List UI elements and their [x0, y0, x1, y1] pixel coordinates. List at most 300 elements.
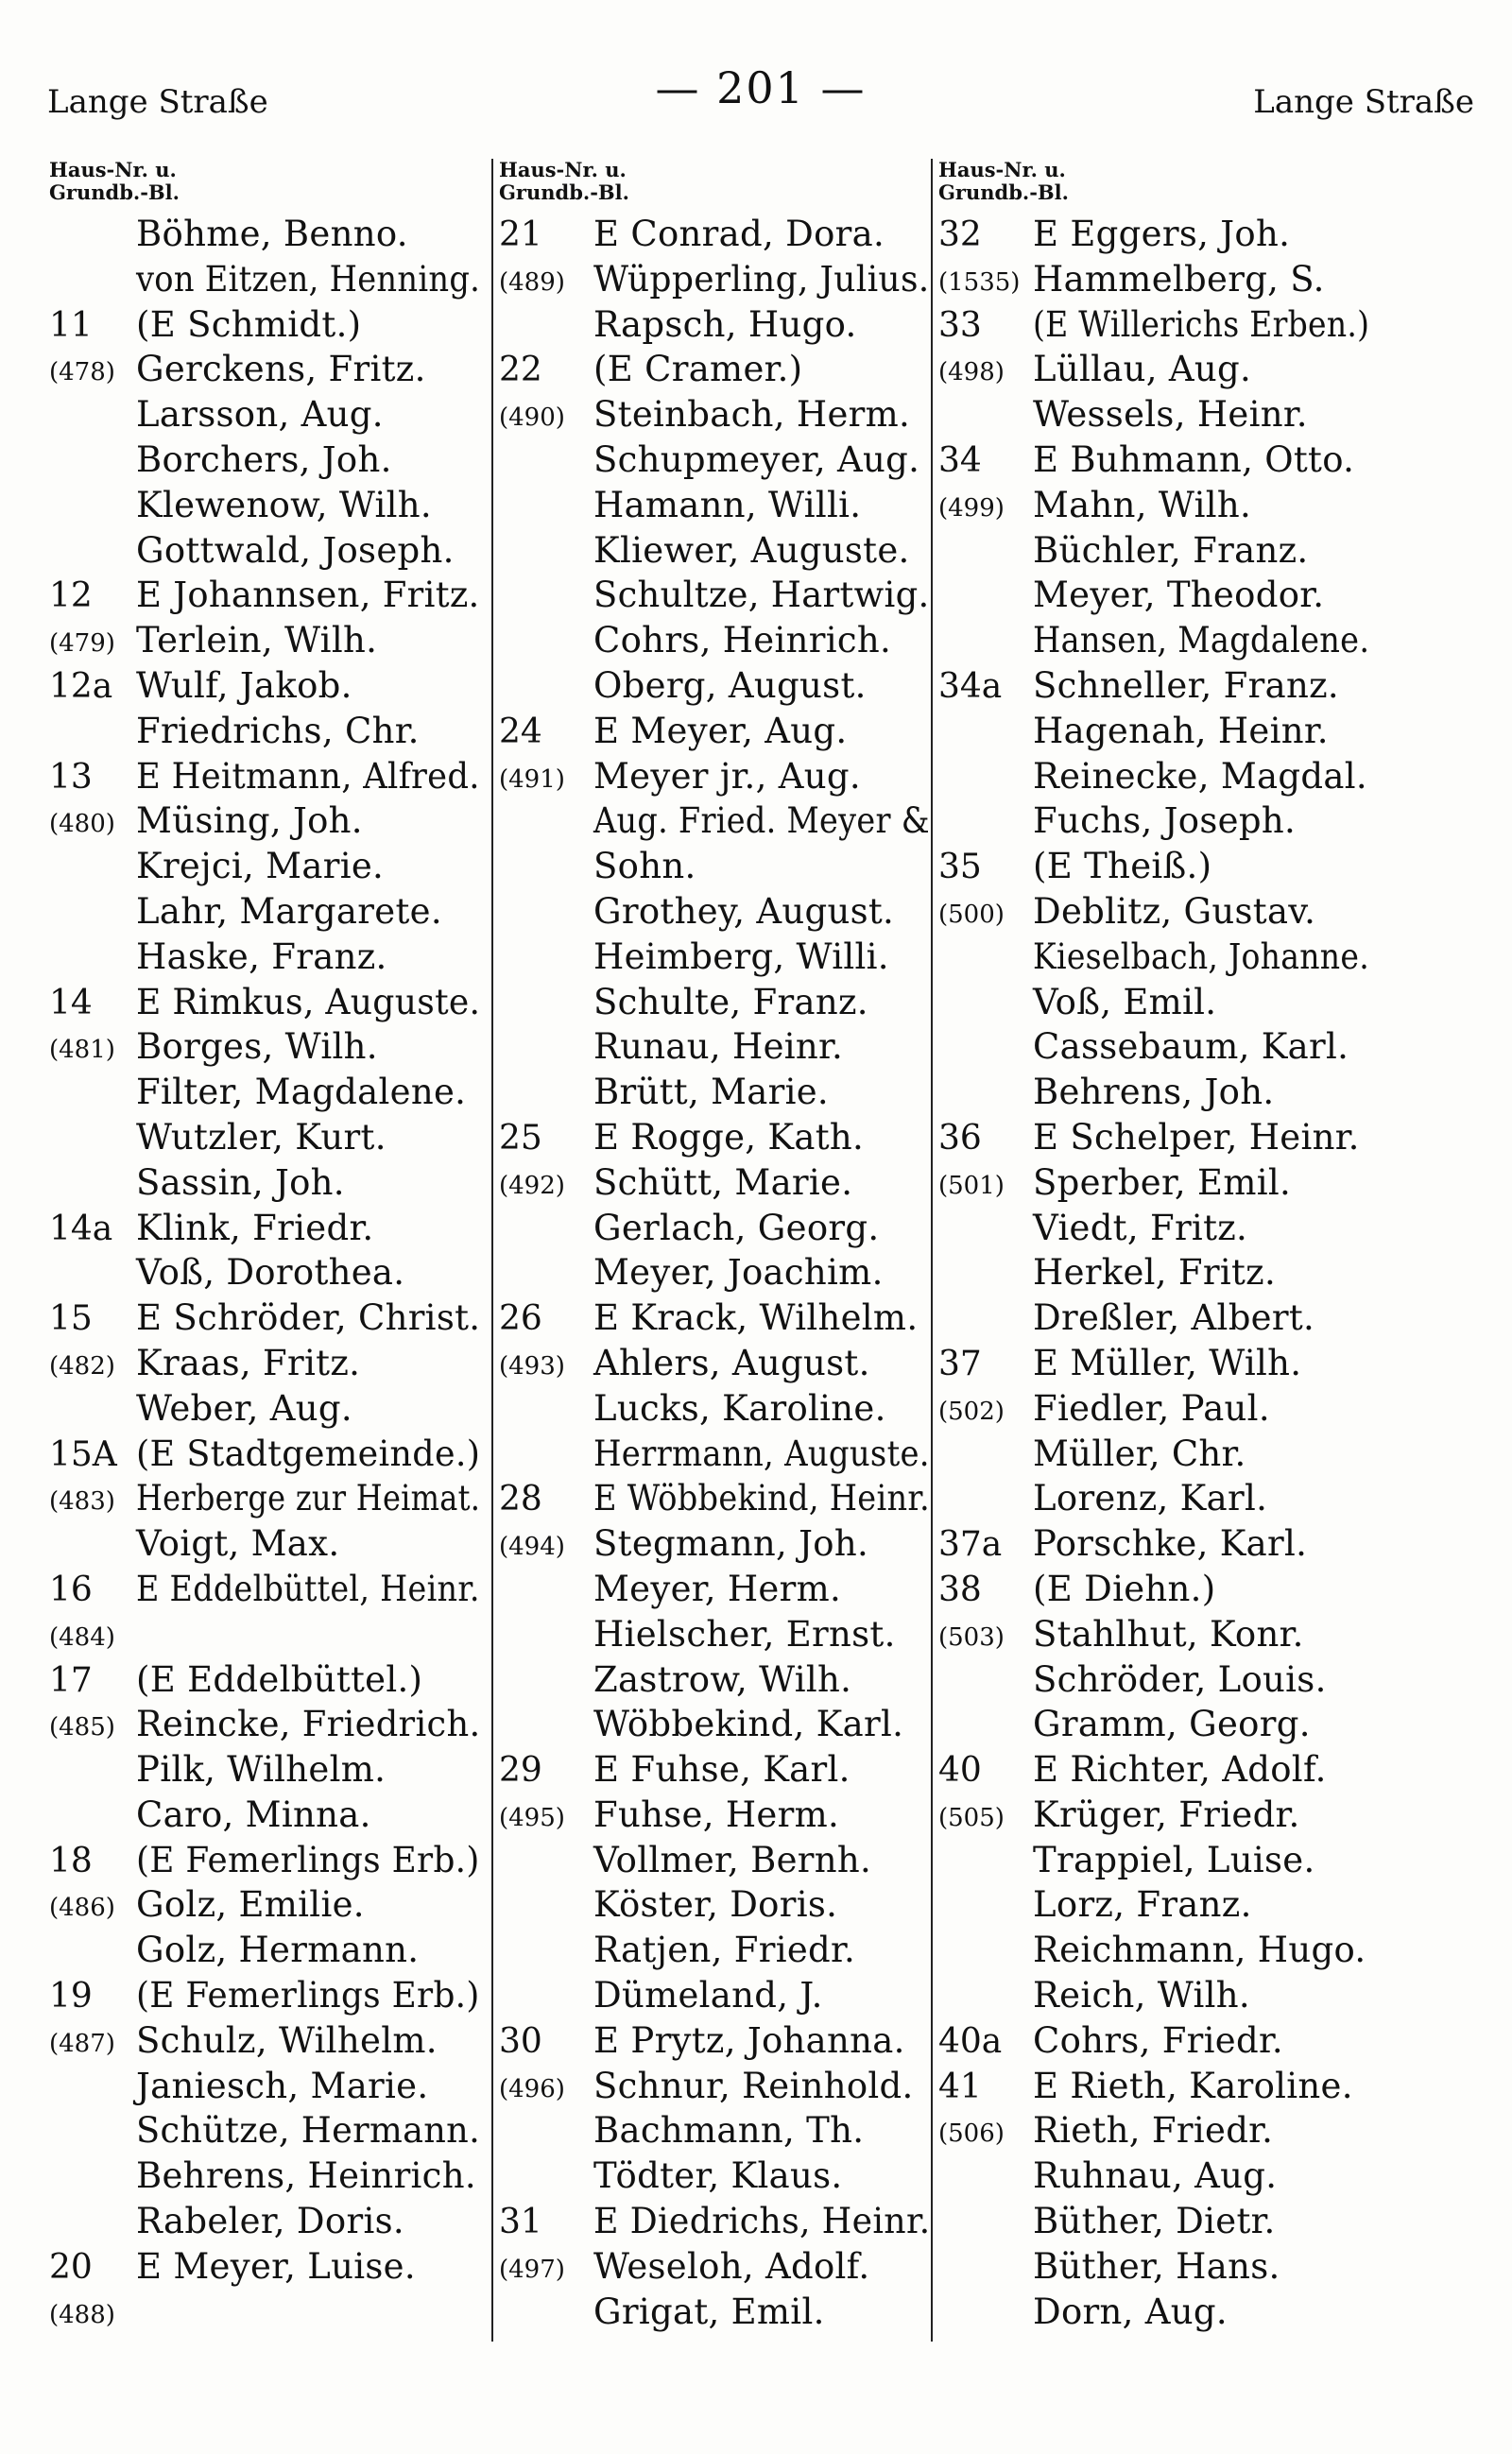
- resident-name: Brütt, Marie.: [593, 1072, 829, 1113]
- directory-entry: [938, 2244, 1373, 2290]
- directory-entry: [499, 2290, 934, 2335]
- house-number: 21: [499, 215, 542, 254]
- house-number: 24: [499, 712, 542, 751]
- directory-entry: [938, 2154, 1373, 2199]
- resident-name: (E Diehn.): [1033, 1568, 1216, 1609]
- directory-entry: [938, 1250, 1373, 1296]
- resident-name: Büchler, Franz.: [1033, 529, 1309, 571]
- resident-name: Fuhse, Herm.: [593, 1793, 840, 1835]
- house-number: 40a: [938, 2021, 1003, 2061]
- resident-name: (E Eddelbüttel.): [136, 1658, 423, 1700]
- resident-name: Sohn.: [593, 846, 696, 887]
- directory-entry: [499, 1567, 934, 1612]
- resident-name: Fiedler, Paul.: [1033, 1387, 1270, 1429]
- directory-entry: [49, 1160, 484, 1206]
- resident-name: E Schröder, Christ.: [136, 1297, 481, 1339]
- directory-entry: [499, 1612, 934, 1657]
- land-register-number: (486): [49, 1894, 115, 1923]
- directory-entry: [49, 709, 484, 754]
- directory-entry: [49, 1838, 484, 1883]
- resident-name: Tödter, Klaus.: [593, 2155, 843, 2197]
- resident-name: Stegmann, Joh.: [593, 1523, 869, 1565]
- house-number: 15A: [49, 1434, 117, 1474]
- resident-name: Trappiel, Luise.: [1033, 1839, 1315, 1880]
- directory-entry: [499, 2244, 934, 2290]
- house-number: 26: [499, 1299, 542, 1339]
- resident-name: E Fuhse, Karl.: [593, 1749, 850, 1791]
- directory-entry: [499, 347, 934, 392]
- resident-name: E Buhmann, Otto.: [1033, 438, 1355, 480]
- directory-entry: [49, 392, 484, 438]
- resident-name: (E Femerlings Erb.): [136, 1975, 480, 2016]
- resident-name: Kliewer, Auguste.: [593, 529, 910, 571]
- directory-entry: [938, 709, 1373, 754]
- resident-name: Köster, Doris.: [593, 1884, 838, 1926]
- resident-name: Gottwald, Joseph.: [136, 529, 455, 571]
- directory-entry: [499, 1206, 934, 1251]
- directory-entry: [49, 1476, 484, 1521]
- resident-name: Haske, Franz.: [136, 935, 387, 977]
- directory-entry: [49, 1432, 484, 1477]
- directory-entry: [938, 1024, 1373, 1070]
- directory-entry: [938, 483, 1373, 528]
- directory-entry: [49, 1024, 484, 1070]
- resident-name: Runau, Heinr.: [593, 1026, 844, 1068]
- column-heading-land-register: Grundb.-Bl.: [499, 180, 629, 204]
- land-register-number: (501): [938, 1171, 1005, 1200]
- resident-name: Ahlers, August.: [593, 1342, 870, 1383]
- land-register-number: (499): [938, 493, 1005, 523]
- house-number: 11: [49, 305, 93, 345]
- resident-name: Sperber, Emil.: [1033, 1161, 1292, 1203]
- resident-name: Schröder, Louis.: [1033, 1658, 1327, 1700]
- house-number: 31: [499, 2203, 542, 2242]
- directory-entry: [938, 347, 1373, 392]
- directory-entry: [49, 980, 484, 1025]
- land-register-number: (498): [938, 358, 1005, 387]
- house-number: 12a: [49, 666, 113, 706]
- directory-entry: [499, 2018, 934, 2064]
- house-number: 36: [938, 1118, 982, 1158]
- column-heading: [938, 159, 1373, 212]
- resident-name: Meyer, Joachim.: [593, 1252, 884, 1294]
- directory-entry: [938, 844, 1373, 889]
- directory-entry: [938, 1070, 1373, 1115]
- resident-name: Mahn, Wilh.: [1033, 484, 1252, 525]
- directory-entry: [49, 212, 484, 257]
- land-register-number: (494): [499, 1533, 565, 1562]
- directory-entry: [49, 754, 484, 799]
- resident-name: Sassin, Joh.: [136, 1161, 345, 1203]
- directory-entry: [499, 528, 934, 574]
- resident-name: Reich, Wilh.: [1033, 1975, 1250, 2016]
- resident-name: Aug. Fried. Meyer &: [593, 800, 930, 842]
- resident-name: E Meyer, Luise.: [136, 2245, 416, 2287]
- directory-entry: [938, 754, 1373, 799]
- resident-name: Wüpperling, Julius.: [593, 258, 930, 300]
- directory-entry: [49, 483, 484, 528]
- directory-entry: [499, 1882, 934, 1928]
- resident-name: Klewenow, Wilh.: [136, 484, 432, 525]
- directory-entry: [49, 1702, 484, 1747]
- house-number: 30: [499, 2021, 542, 2061]
- resident-name: (E Willerichs Erben.): [1033, 303, 1370, 345]
- directory-entry: [499, 1341, 934, 1386]
- resident-name: Gramm, Georg.: [1033, 1704, 1311, 1745]
- directory-entry: [49, 528, 484, 574]
- house-number: 40: [938, 1751, 982, 1791]
- directory-entry: [938, 1612, 1373, 1657]
- resident-name: Wulf, Jakob.: [136, 664, 352, 706]
- land-register-number: (487): [49, 2029, 115, 2058]
- house-number: 34: [938, 440, 982, 480]
- house-number: 18: [49, 1841, 93, 1880]
- column-heading-house-no: Haus-Nr. u.: [49, 158, 177, 181]
- house-number: 14: [49, 983, 93, 1022]
- directory-entry: [49, 1115, 484, 1160]
- resident-name: E Prytz, Johanna.: [593, 2019, 905, 2061]
- resident-name: von Eitzen, Henning.: [136, 258, 481, 300]
- resident-name: Wessels, Heinr.: [1033, 394, 1308, 436]
- directory-entry: [49, 347, 484, 392]
- page-number: — 201 —: [655, 62, 867, 113]
- directory-entry: [938, 1702, 1373, 1747]
- directory-entry: [49, 1747, 484, 1793]
- land-register-number: (478): [49, 358, 115, 387]
- directory-entry: [49, 2018, 484, 2064]
- resident-name: Ratjen, Friedr.: [593, 1930, 856, 1971]
- directory-entry: [938, 1747, 1373, 1793]
- land-register-number: (1535): [938, 267, 1021, 297]
- resident-name: Schulte, Franz.: [593, 981, 868, 1022]
- directory-entry: [49, 1567, 484, 1612]
- resident-name: Böhme, Benno.: [136, 214, 408, 254]
- resident-name: Zastrow, Wilh.: [593, 1658, 852, 1700]
- resident-name: Lorenz, Karl.: [1033, 1478, 1268, 1519]
- directory-entry: [499, 618, 934, 663]
- directory-entry: [49, 1386, 484, 1432]
- resident-name: Friedrichs, Chr.: [136, 710, 420, 751]
- resident-name: (E Femerlings Erb.): [136, 1839, 480, 1880]
- resident-name: Hammelberg, S.: [1033, 258, 1325, 300]
- directory-entry: [49, 1296, 484, 1341]
- directory-entry: [499, 1070, 934, 1115]
- directory-entry: [49, 2244, 484, 2290]
- resident-name: Krejci, Marie.: [136, 846, 385, 887]
- resident-name: Reinecke, Magdal.: [1033, 755, 1367, 797]
- land-register-number: (490): [499, 403, 565, 433]
- resident-name: Lüllau, Aug.: [1033, 349, 1252, 390]
- resident-name: E Rimkus, Auguste.: [136, 981, 481, 1022]
- resident-name: Meyer, Theodor.: [1033, 575, 1325, 616]
- directory-entry: [49, 844, 484, 889]
- directory-entry: [938, 257, 1373, 302]
- house-number: 19: [49, 1977, 93, 2016]
- land-register-number: (493): [499, 1351, 565, 1381]
- directory-entry: [938, 980, 1373, 1025]
- resident-name: Hielscher, Ernst.: [593, 1613, 896, 1655]
- directory-entry: [938, 392, 1373, 438]
- resident-name: Wöbbekind, Karl.: [593, 1704, 904, 1745]
- resident-name: Kieselbach, Johanne.: [1033, 935, 1370, 977]
- directory-entry: [499, 1702, 934, 1747]
- resident-name: Hansen, Magdalene.: [1033, 620, 1370, 661]
- directory-entry: [499, 709, 934, 754]
- resident-name: Janiesch, Marie.: [136, 2065, 429, 2106]
- directory-entry: [49, 2290, 484, 2335]
- land-register-number: (492): [499, 1171, 565, 1200]
- directory-entry: [49, 1973, 484, 2018]
- column-heading-house-no: Haus-Nr. u.: [938, 158, 1066, 181]
- resident-name: Gerckens, Fritz.: [136, 349, 426, 390]
- house-number: 16: [49, 1570, 93, 1609]
- directory-entry: [49, 1206, 484, 1251]
- resident-name: Herrmann, Auguste.: [593, 1433, 930, 1474]
- directory-entry: [938, 212, 1373, 257]
- land-register-number: (505): [938, 1803, 1005, 1832]
- resident-name: Deblitz, Gustav.: [1033, 890, 1316, 932]
- resident-name: Weseloh, Adolf.: [593, 2245, 870, 2287]
- house-number: 35: [938, 848, 982, 887]
- resident-name: (E Stadtgemeinde.): [136, 1433, 481, 1474]
- resident-name: Cohrs, Heinrich.: [593, 620, 892, 661]
- directory-entry: [499, 1386, 934, 1432]
- directory-entry: [938, 1928, 1373, 1973]
- directory-entry: [938, 935, 1373, 980]
- resident-name: E Diedrichs, Heinr.: [593, 2201, 931, 2242]
- land-register-number: (495): [499, 1803, 565, 1832]
- resident-name: Fuchs, Joseph.: [1033, 800, 1297, 842]
- resident-name: E Eggers, Joh.: [1033, 214, 1291, 254]
- header-street-left: Lange Straße: [47, 83, 268, 121]
- directory-entry: [938, 889, 1373, 935]
- directory-entry: [499, 438, 934, 483]
- resident-name: Vollmer, Bernh.: [593, 1839, 872, 1880]
- directory-entry: [499, 1521, 934, 1567]
- resident-name: Schultze, Hartwig.: [593, 575, 930, 616]
- directory-entry: [49, 663, 484, 709]
- resident-name: Rabeler, Doris.: [136, 2201, 404, 2242]
- house-number: 28: [499, 1480, 542, 1519]
- directory-entry: [938, 528, 1373, 574]
- house-number: 37: [938, 1344, 982, 1383]
- directory-entry: [938, 1567, 1373, 1612]
- resident-name: E Eddelbüttel, Heinr.: [136, 1568, 480, 1609]
- resident-name: Hamann, Willi.: [593, 484, 862, 525]
- resident-name: Heimberg, Willi.: [593, 935, 889, 977]
- directory-entry: [499, 1973, 934, 2018]
- house-number: 13: [49, 757, 93, 797]
- resident-name: Cohrs, Friedr.: [1033, 2019, 1283, 2061]
- directory-entry: [49, 1250, 484, 1296]
- directory-entry: [49, 1657, 484, 1703]
- resident-name: Meyer jr., Aug.: [593, 755, 861, 797]
- land-register-number: (479): [49, 629, 115, 659]
- house-number: 34a: [938, 666, 1003, 706]
- resident-name: Schupmeyer, Aug.: [593, 438, 920, 480]
- directory-entry: [49, 798, 484, 844]
- resident-name: Meyer, Herm.: [593, 1568, 842, 1609]
- resident-name: Weber, Aug.: [136, 1387, 352, 1429]
- resident-name: Müller, Chr.: [1033, 1433, 1246, 1474]
- directory-entry: [499, 1115, 934, 1160]
- directory-entry: [49, 2108, 484, 2154]
- column-heading: [49, 159, 484, 212]
- column-heading-land-register: Grundb.-Bl.: [49, 180, 180, 204]
- house-number: 33: [938, 305, 982, 345]
- resident-name: Lorz, Franz.: [1033, 1884, 1252, 1926]
- resident-name: E Schelper, Heinr.: [1033, 1116, 1360, 1158]
- land-register-number: (482): [49, 1351, 115, 1381]
- resident-name: Ruhnau, Aug.: [1033, 2155, 1278, 2197]
- directory-entry: [499, 1657, 934, 1703]
- resident-name: Pilk, Wilhelm.: [136, 1749, 387, 1791]
- resident-name: E Rogge, Kath.: [593, 1116, 865, 1158]
- directory-entry: [499, 889, 934, 935]
- resident-name: Kraas, Fritz.: [136, 1342, 361, 1383]
- directory-entry: [499, 1432, 934, 1477]
- resident-name: Büther, Hans.: [1033, 2245, 1280, 2287]
- resident-name: Viedt, Fritz.: [1033, 1207, 1248, 1248]
- resident-name: Dümeland, J.: [593, 1975, 823, 2016]
- land-register-number: (484): [49, 1622, 115, 1652]
- resident-name: E Conrad, Dora.: [593, 214, 885, 254]
- resident-name: (E Cramer.): [593, 349, 803, 390]
- resident-name: Rieth, Friedr.: [1033, 2110, 1274, 2152]
- directory-entry: [49, 1928, 484, 1973]
- directory-entry: [938, 573, 1373, 618]
- house-number: 32: [938, 215, 982, 254]
- land-register-number: (481): [49, 1036, 115, 1065]
- land-register-number: (491): [499, 764, 565, 794]
- directory-entry: [49, 618, 484, 663]
- directory-entry: [938, 798, 1373, 844]
- land-register-number: (480): [49, 810, 115, 839]
- directory-entry: [49, 1070, 484, 1115]
- house-number: 38: [938, 1570, 982, 1609]
- directory-entry: [499, 2154, 934, 2199]
- directory-entry: [499, 844, 934, 889]
- directory-entry: [938, 1882, 1373, 1928]
- directory-entry: [938, 2199, 1373, 2244]
- page-header: [47, 62, 1474, 129]
- resident-name: E Johannsen, Fritz.: [136, 575, 480, 616]
- resident-name: Steinbach, Herm.: [593, 394, 911, 436]
- directory-entry: [938, 302, 1373, 348]
- directory-entry: [938, 1973, 1373, 2018]
- house-number: 29: [499, 1751, 542, 1791]
- directory-entry: [938, 2108, 1373, 2154]
- directory-entry: [49, 573, 484, 618]
- resident-name: Schütt, Marie.: [593, 1161, 853, 1203]
- house-number: 14a: [49, 1209, 113, 1248]
- resident-name: Schneller, Franz.: [1033, 664, 1339, 706]
- land-register-number: (496): [499, 2074, 565, 2103]
- directory-entry: [938, 2290, 1373, 2335]
- directory-entry: [499, 935, 934, 980]
- house-number: 17: [49, 1660, 93, 1700]
- resident-name: Reincke, Friedrich.: [136, 1704, 481, 1745]
- directory-entry: [49, 302, 484, 348]
- directory-entry: [938, 1476, 1373, 1521]
- directory-entry: [499, 2064, 934, 2109]
- house-number: 25: [499, 1118, 542, 1158]
- column-heading-house-no: Haus-Nr. u.: [499, 158, 627, 181]
- resident-name: Stahlhut, Konr.: [1033, 1613, 1304, 1655]
- directory-entry: [938, 1160, 1373, 1206]
- directory-entry: [499, 483, 934, 528]
- directory-entry: [49, 438, 484, 483]
- resident-name: Dorn, Aug.: [1033, 2291, 1228, 2332]
- directory-entry: [499, 754, 934, 799]
- resident-name: Filter, Magdalene.: [136, 1072, 467, 1113]
- directory-column-3: [931, 159, 1373, 2342]
- directory-entry: [49, 935, 484, 980]
- directory-entry: [49, 889, 484, 935]
- resident-name: (E Schmidt.): [136, 303, 362, 345]
- directory-entry: [49, 1882, 484, 1928]
- directory-entry: [499, 1838, 934, 1883]
- column-heading-land-register: Grundb.-Bl.: [938, 180, 1069, 204]
- directory-entry: [938, 2018, 1373, 2064]
- resident-name: Hagenah, Heinr.: [1033, 710, 1329, 751]
- directory-column-2: [491, 159, 934, 2342]
- directory-entry: [499, 1024, 934, 1070]
- resident-name: Schütze, Hermann.: [136, 2110, 481, 2152]
- directory-entry: [499, 1928, 934, 1973]
- resident-name: Golz, Hermann.: [136, 1930, 420, 1971]
- resident-name: Schulz, Wilhelm.: [136, 2019, 438, 2061]
- resident-name: E Müller, Wilh.: [1033, 1342, 1302, 1383]
- directory-entry: [499, 980, 934, 1025]
- resident-name: Wutzler, Kurt.: [136, 1116, 387, 1158]
- resident-name: Golz, Emilie.: [136, 1884, 365, 1926]
- resident-name: Grothey, August.: [593, 890, 895, 932]
- directory-entry: [938, 618, 1373, 663]
- resident-name: E Rieth, Karoline.: [1033, 2065, 1353, 2106]
- land-register-number: (500): [938, 900, 1005, 929]
- directory-entry: [49, 1612, 484, 1657]
- land-register-number: (485): [49, 1713, 115, 1742]
- directory-entry: [938, 2064, 1373, 2109]
- land-register-number: (489): [499, 267, 565, 297]
- resident-name: Cassebaum, Karl.: [1033, 1026, 1349, 1068]
- resident-name: Krüger, Friedr.: [1033, 1793, 1300, 1835]
- directory-entry: [499, 257, 934, 302]
- house-number: 15: [49, 1299, 93, 1339]
- directory-entry: [938, 1521, 1373, 1567]
- resident-name: (E Theiß.): [1033, 846, 1212, 887]
- directory-entry: [938, 663, 1373, 709]
- house-number: 12: [49, 576, 93, 616]
- directory-entry: [499, 573, 934, 618]
- resident-name: Rapsch, Hugo.: [593, 303, 857, 345]
- resident-name: Voß, Dorothea.: [136, 1252, 405, 1294]
- directory-entry: [499, 212, 934, 257]
- directory-entry: [49, 2199, 484, 2244]
- header-street-right: Lange Straße: [1253, 83, 1474, 121]
- directory-entry: [499, 2199, 934, 2244]
- directory-entry: [49, 1793, 484, 1838]
- land-register-number: (506): [938, 2119, 1005, 2149]
- directory-entry: [938, 1206, 1373, 1251]
- directory-entry: [499, 1296, 934, 1341]
- resident-name: E Wöbbekind, Heinr.: [593, 1478, 930, 1519]
- directory-entry: [938, 1793, 1373, 1838]
- land-register-number: (483): [49, 1487, 115, 1517]
- resident-name: Larsson, Aug.: [136, 394, 384, 436]
- resident-name: Voß, Emil.: [1033, 981, 1217, 1022]
